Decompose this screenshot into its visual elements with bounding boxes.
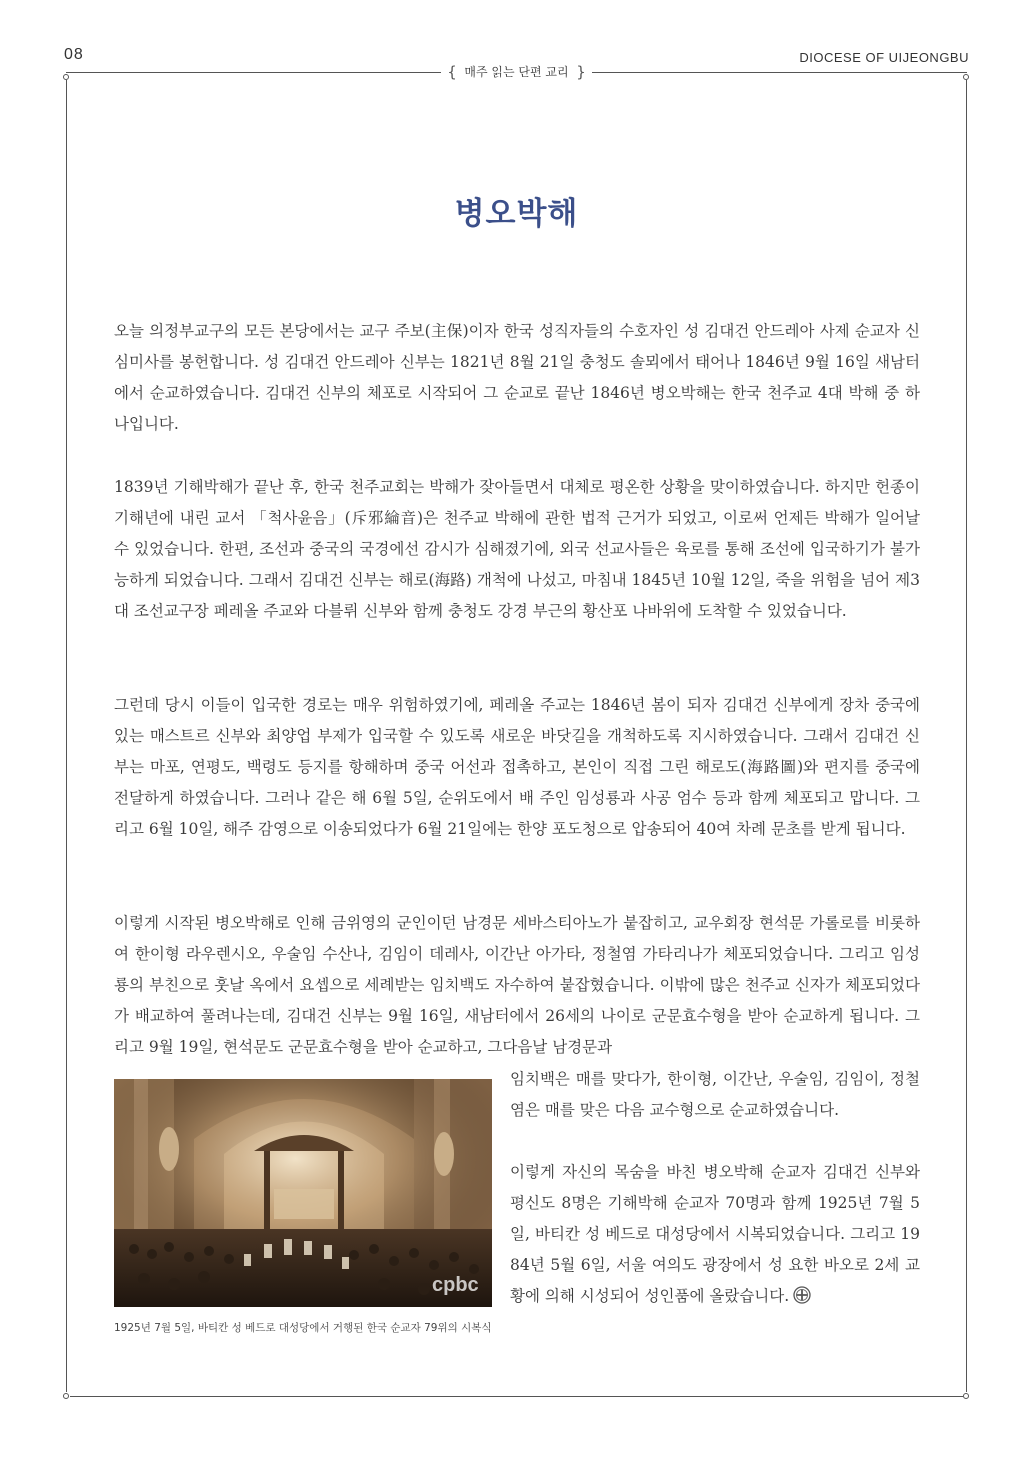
section-label-text: 매주 읽는 단편 교리 <box>464 65 569 79</box>
frame-bottom <box>70 1396 963 1397</box>
diocese-label: DIOCESE OF UIJEONGBU <box>799 50 969 65</box>
page-number: 08 <box>64 46 84 63</box>
bracket-left: { <box>447 63 457 81</box>
frame-dot-top-left <box>63 74 69 80</box>
frame-dot-top-right <box>963 74 969 80</box>
paragraph-1: 오늘 의정부교구의 모든 본당에서는 교구 주보(主保)이자 한국 성직자들의 수호자인 성 김대건 안드레아 사제 순교자 신심미사를 봉헌합니다. 성 김대건 안드레아 신부는 1821년 8월 21일 충청도 솔뫼에서 태어나 1846년 9월 16일 새남터에서 순교하였습니다. 김대건 신부의 체포로 시작되어 그 순교로 끝난 1846년 병오박해는 한국 천주교 4대 박해 중 하나입니다. <box>114 322 920 433</box>
header-rule-left <box>66 72 441 73</box>
paragraph-4: 이렇게 시작된 병오박해로 인해 금위영의 군인이던 남경문 세바스티아노가 붙잡히고, 교우회장 현석문 가롤로를 비롯하여 한이형 라우렌시오, 우술임 수산나, 김임이 데레사, 이간난 아가타, 정철염 가타리나가 체포되었습니다. 그리고 임성룡의 부친으로 훗날 옥에서 요셉으로 세례받는 임치백도 자수하여 붙잡혔습니다. 이밖에 많은 천주교 신자가 체포되었다가 배교하여 풀려나는데, 김대건 신부는 9월 16일, 새남터에서 26세의 나이로 군문효수형을 받아 순교하게 됩니다. 그리고 9월 19일, 현석문도 군문효수형을 받아 순교하고, 그다음날 남경문과 <box>114 914 920 1056</box>
paragraph-6-text: 이렇게 자신의 목숨을 바친 병오박해 순교자 김대건 신부와 평신도 8명은 기해박해 순교자 70명과 함께 1925년 7월 5일, 바티칸 성 베드로 대성당에서 시복되었습니다. 그리고 1984년 5월 6일, 서울 여의도 광장에서 성 요한 바오로 2세 교황에 의해 시성되어 성인품에 올랐습니다. <box>510 1163 920 1305</box>
photo-caption: 1925년 7월 5일, 바티칸 성 베드로 대성당에서 거행된 한국 순교자 79위의 시복식 <box>114 1322 492 1334</box>
cross-medallion-icon <box>793 1284 811 1302</box>
bracket-right: } <box>576 63 586 81</box>
frame-dot-bottom-left <box>63 1393 69 1399</box>
frame-dot-bottom-right <box>963 1393 969 1399</box>
paragraph-6 <box>510 1157 920 1312</box>
article-title: 병오박해 <box>454 196 579 232</box>
photo-watermark: cpbc <box>432 1274 479 1296</box>
frame-right <box>966 80 967 1392</box>
paragraph-3: 그런데 당시 이들이 입국한 경로는 매우 위험하였기에, 페레올 주교는 1846년 봄이 되자 김대건 신부에게 장차 중국에 있는 매스트르 신부와 최양업 부제가 입국할 수 있도록 새로운 바닷길을 개척하도록 지시하였습니다. 그래서 김대건 신부는 마포, 연평도, 백령도 등지를 항해하며 중국 어선과 접촉하고, 본인이 직접 그린 해로도(海路圖)와 편지를 중국에 전달하게 하였습니다. 그러나 같은 해 6월 5일, 순위도에서 배 주인 임성룡과 사공 엄수 등과 함께 체포되고 맙니다. 그리고 6월 10일, 해주 감영으로 이송되었다가 6월 21일에는 한양 포도청으로 압송되어 40여 차례 문초를 받게 됩니다. <box>114 696 920 838</box>
section-label <box>441 62 592 80</box>
frame-left <box>66 80 67 1392</box>
paragraph-5: 임치백은 매를 맞다가, 한이형, 이간난, 우술임, 김임이, 정철염은 매를 맞은 다음 교수형으로 순교하였습니다. <box>510 1070 920 1119</box>
header-rule-right <box>592 72 967 73</box>
paragraph-2: 1839년 기해박해가 끝난 후, 한국 천주교회는 박해가 잦아들면서 대체로 평온한 상황을 맞이하였습니다. 하지만 헌종이 기해년에 내린 교서 「척사윤음」(斥邪綸音)은 천주교 박해에 관한 법적 근거가 되었고, 이로써 언제든 박해가 일어날 수 있었습니다. 한편, 조선과 중국의 국경에선 감시가 심해졌기에, 외국 선교사들은 육로를 통해 조선에 입국하기가 불가능하게 되었습니다. 그래서 김대건 신부는 해로(海路) 개척에 나섰고, 마침내 1845년 10월 12일, 죽을 위험을 넘어 제3대 조선교구장 페레올 주교와 다블뤼 신부와 함께 충청도 강경 부근의 황산포 나바위에 도착할 수 있었습니다. <box>114 478 920 620</box>
beatification-photo <box>114 1079 492 1307</box>
